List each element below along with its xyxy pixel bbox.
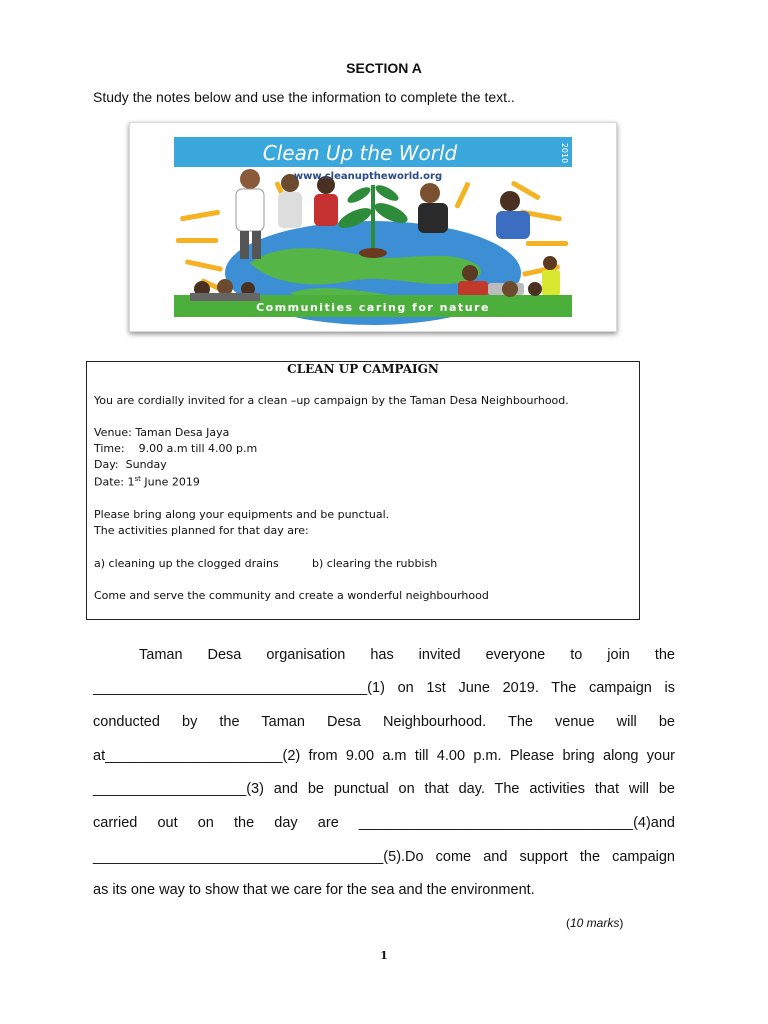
instruction-text: Study the notes below and use the information to complete the text.. [93,89,515,105]
invitation-date [94,475,200,489]
invitation-box [86,361,640,620]
marks-label [566,916,623,930]
marks-close: ) [619,916,624,930]
invitation-venue: Venue: Taman Desa Jaya [94,426,230,439]
page-number: 1 [380,949,388,962]
passage-line-5: ___________________(3) and be punctual on that day. The activities that will be [93,781,675,797]
passage-line-2: __________________________________(1) on 1st June 2019. The campaign is [93,680,675,696]
passage-line-8: as its one way to show that we care for the sea and the environment. [93,882,535,898]
poster-footer-text: Communities caring for nature [256,301,490,314]
campaign-poster-image [129,122,617,332]
marks-value: 10 marks [570,916,620,930]
passage-line-1: Taman Desa organisation has invited everyone to join the [139,647,675,663]
invitation-activities-intro: The activities planned for that day are: [94,524,309,537]
section-title: SECTION A [346,60,422,76]
poster-year-text: 2010 [560,142,569,164]
invitation-closing: Come and serve the community and create a wonderful neighbourhood [94,589,489,602]
invitation-time: Time: 9.00 a.m till 4.00 p.m [94,442,258,455]
poster-banner-text: Clean Up the World [262,141,458,165]
invitation-title: CLEAN UP CAMPAIGN [287,362,439,376]
invitation-date-suffix: June 2019 [140,475,200,489]
invitation-date-prefix: Date: 1 [94,475,135,489]
invitation-intro: You are cordially invited for a clean –up campaign by the Taman Desa Neighbourhood. [94,394,569,407]
invitation-activity-b: b) clearing the rubbish [312,557,438,570]
passage-line-7: ____________________________________(5).Do come and support the campaign [93,849,675,865]
poster-url-text: www.cleanuptheworld.org [293,171,443,182]
marks-open: ( [566,916,570,930]
invitation-date-sup: st [134,475,141,483]
invitation-activity-a: a) cleaning up the clogged drains [94,557,279,570]
invitation-day: Day: Sunday [94,458,167,471]
passage-line-4: at______________________(2) from 9.00 a.m till 4.00 p.m. Please bring along your [93,748,675,764]
passage-line-6: carried out on the day are __________________________________(4)and [93,815,675,831]
passage-line-3: conducted by the Taman Desa Neighbourhood. The venue will be [93,714,675,730]
invitation-bring: Please bring along your equipments and be punctual. [94,508,390,521]
